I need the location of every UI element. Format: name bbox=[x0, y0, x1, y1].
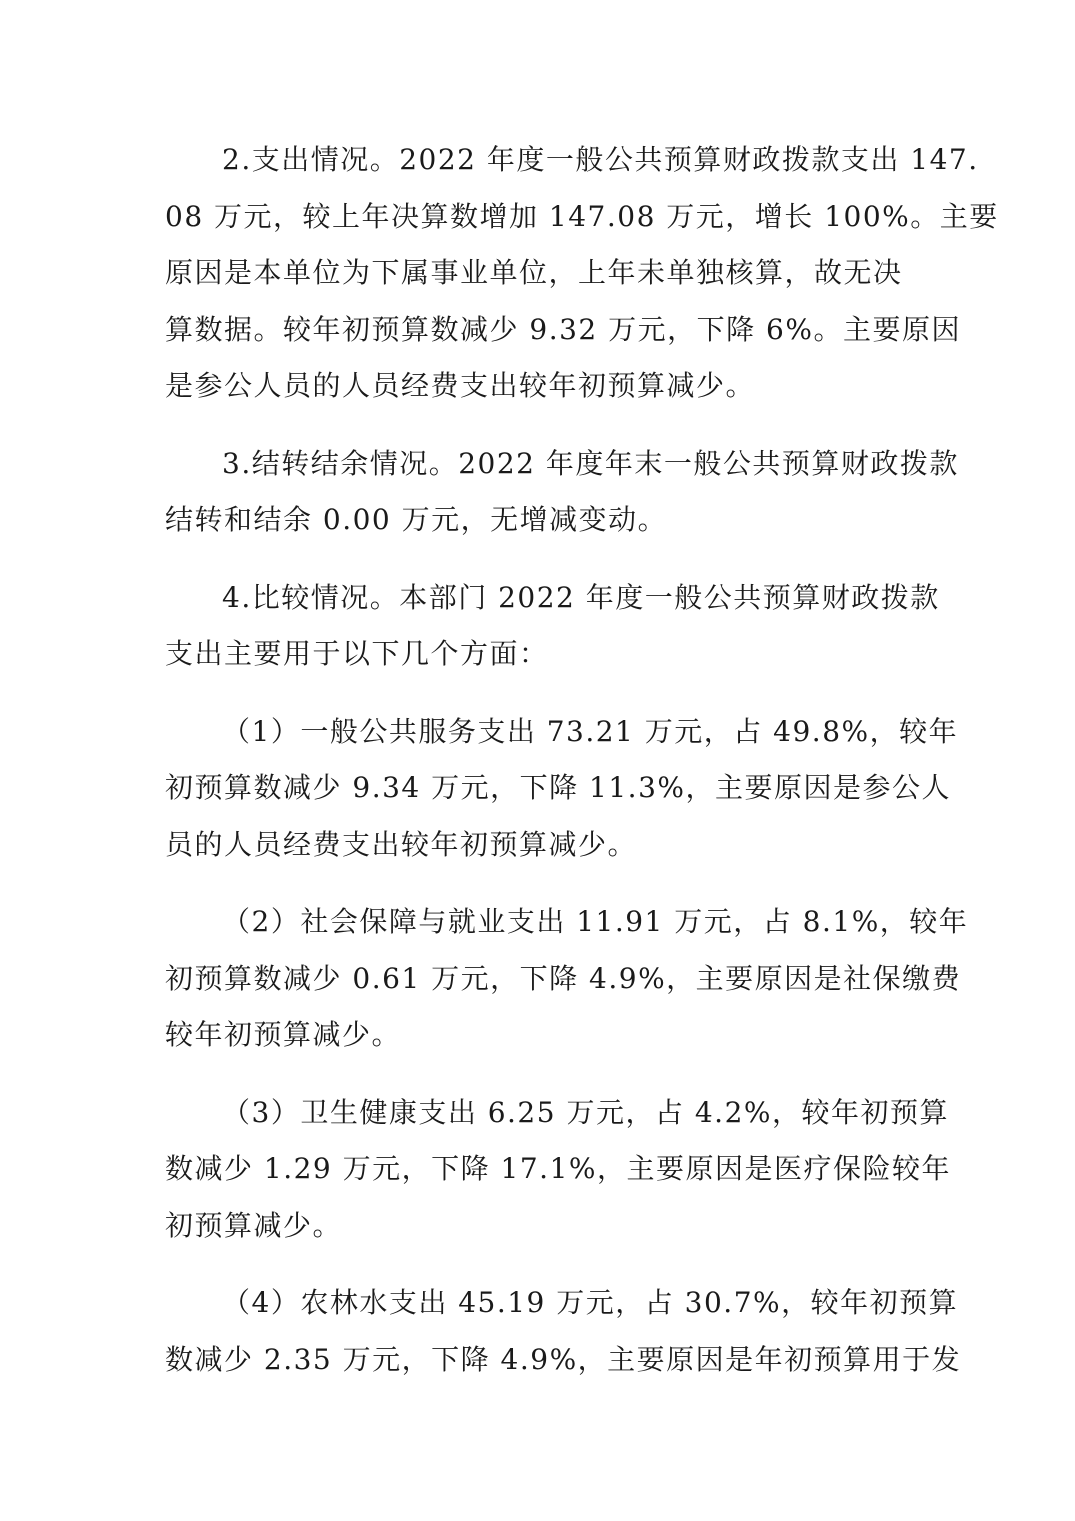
paragraph-item-1 bbox=[165, 704, 959, 874]
text-line: 3.结转结余情况。2022 年度年末一般公共预算财政拨款 bbox=[222, 446, 959, 480]
text-line: 结转和结余 0.00 万元，无增减变动。 bbox=[165, 503, 668, 536]
text-line: 算数据。较年初预算数减少 9.32 万元，下降 6%。主要原因 bbox=[165, 312, 961, 346]
text-line: 数减少 1.29 万元，下降 17.1%，主要原因是医疗保险较年 bbox=[165, 1152, 951, 1185]
text-line: 2.支出情况。2022 年度一般公共预算财政拨款支出 147. bbox=[222, 143, 979, 176]
paragraph-comparison bbox=[165, 570, 940, 683]
text-line: 初预算减少。 bbox=[165, 1208, 343, 1242]
text-line: （4）农林水支出 45.19 万元，占 30.7%，较年初预算 bbox=[222, 1286, 959, 1319]
text-line: 初预算数减少 0.61 万元，下降 4.9%，主要原因是社保缴费 bbox=[165, 961, 962, 995]
paragraph-item-2 bbox=[165, 894, 969, 1064]
text-line: 数减少 2.35 万元，下降 4.9%，主要原因是年初预算用于发 bbox=[165, 1342, 962, 1376]
paragraph-carryover bbox=[165, 436, 959, 549]
text-line: 初预算数减少 9.34 万元，下降 11.3%，主要原因是参公人 bbox=[165, 771, 951, 804]
text-line: 较年初预算减少。 bbox=[165, 1018, 402, 1051]
text-line: 是参公人员的人员经费支出较年初预算减少。 bbox=[165, 369, 756, 402]
paragraph-item-4 bbox=[165, 1275, 962, 1388]
paragraph-expenditure bbox=[165, 132, 999, 415]
paragraph-item-3 bbox=[165, 1085, 951, 1255]
text-line: （3）卫生健康支出 6.25 万元，占 4.2%，较年初预算 bbox=[222, 1095, 949, 1129]
text-line: （1）一般公共服务支出 73.21 万元，占 49.8%，较年 bbox=[222, 714, 959, 748]
text-line: 员的人员经费支出较年初预算减少。 bbox=[165, 827, 638, 861]
text-line: （2）社会保障与就业支出 11.91 万元，占 8.1%，较年 bbox=[222, 905, 969, 938]
text-line: 支出主要用于以下几个方面： bbox=[165, 637, 549, 670]
document-body bbox=[165, 132, 999, 1409]
text-line: 4.比较情况。本部门 2022 年度一般公共预算财政拨款 bbox=[222, 580, 940, 614]
text-line: 原因是本单位为下属事业单位，上年未单独核算，故无决 bbox=[165, 256, 903, 289]
text-line: 08 万元，较上年决算数增加 147.08 万元，增长 100%。主要 bbox=[165, 199, 999, 233]
